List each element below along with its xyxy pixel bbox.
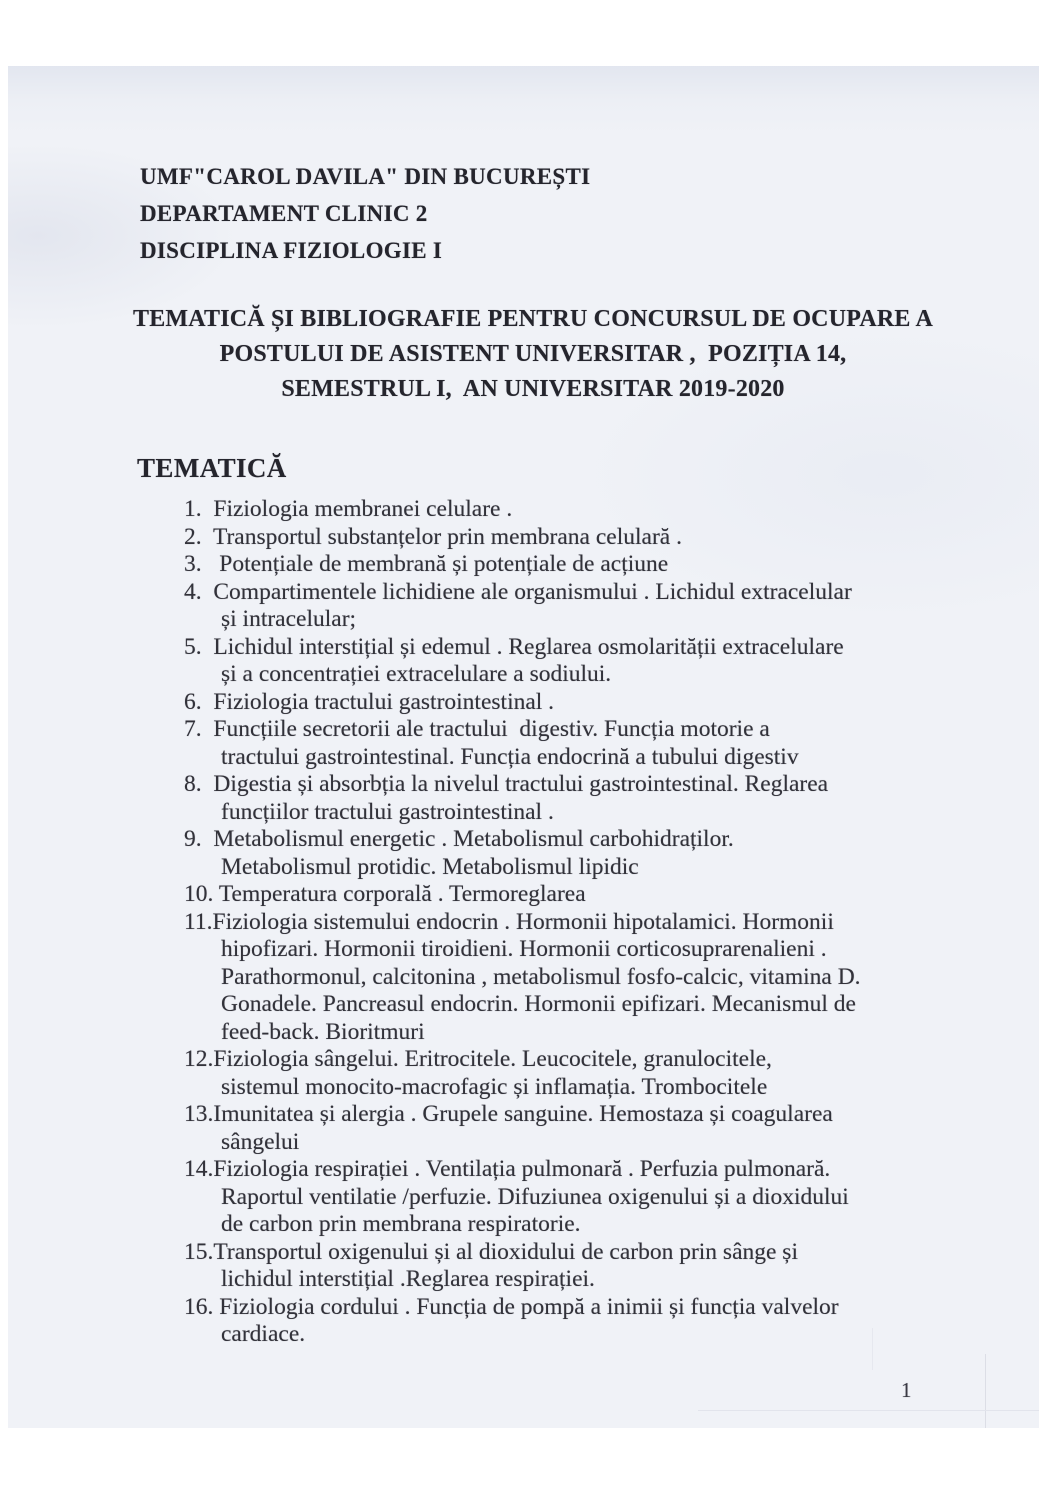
title-line-3: SEMESTRUL I, AN UNIVERSITAR 2019-2020 — [281, 376, 785, 402]
topic-item-5: 5. Lichidul interstițial și edemul . Reglarea osmolarității extracelulare și a concentrației extracelulare a sodiului. — [184, 633, 844, 687]
page-number: 1 — [901, 1378, 912, 1402]
document-header — [140, 158, 590, 269]
topic-item-8: 8. Digestia și absorbția la nivelul tractului gastrointestinal. Reglarea funcțiilor tractului gastrointestinal . — [184, 771, 829, 825]
title-line-2: POSTULUI DE ASISTENT UNIVERSITAR , POZIȚIA 14, — [219, 341, 847, 367]
topic-item-2: 2. Transportul substanțelor prin membrana celulară . — [184, 523, 682, 550]
topic-list — [184, 496, 944, 1349]
topic-item-7: 7. Funcțiile secretorii ale tractului digestiv. Funcția motorie a tractului gastrointestinal. Funcția endocrină a tubului digestiv — [184, 716, 799, 770]
topic-item-3: 3. Potențiale de membrană și potențiale de acțiune — [184, 551, 669, 577]
topic-item-1: 1. Fiziologia membranei celulare . — [184, 496, 513, 522]
topic-item-15: 15.Transportul oxigenului și al dioxidului de carbon prin sânge și lichidul interstițial .Reglarea respirației. — [184, 1238, 798, 1292]
topic-item-16: 16. Fiziologia cordului . Funcția de pompă a inimii și funcția valvelor cardiace. — [184, 1293, 839, 1347]
document-title — [128, 302, 938, 407]
scan-artifact-horizontal-line — [698, 1410, 1039, 1411]
topic-item-9: 9. Metabolismul energetic . Metabolismul carbohidraților. Metabolismul protidic. Metabolismul lipidic — [184, 826, 734, 880]
topic-item-4: 4. Compartimentele lichidiene ale organismului . Lichidul extracelular și intracelular; — [184, 578, 852, 632]
topic-item-12: 12.Fiziologia sângelui. Eritrocitele. Leucocitele, granulocitele, sistemul monocito-macrofagic și inflamația. Trombocitele — [184, 1046, 772, 1100]
scan-artifact-vertical-line — [985, 1354, 986, 1428]
topic-item-11: 11.Fiziologia sistemului endocrin . Hormonii hipotalamici. Hormonii hipofizari. Hormonii tiroidieni. Hormonii corticosuprarenalieni . Parathormonul, calcitonina , metabolismul fosfo-calcic, vitamina D. Gonadele. Pancreasul endocrin. Hormonii epifizari. Mecanismul de feed-back. Bioritmuri — [184, 908, 861, 1045]
section-heading-tematica: TEMATICĂ — [137, 453, 287, 483]
topic-item-13: 13.Imunitatea și alergia . Grupele sanguine. Hemostaza și coagularea sângelui — [184, 1101, 833, 1155]
header-line-department: DEPARTAMENT CLINIC 2 — [140, 201, 428, 226]
topic-item-10: 10. Temperatura corporală . Termoreglarea — [184, 881, 586, 907]
scanned-page — [8, 66, 1039, 1428]
title-line-1: TEMATICĂ ȘI BIBLIOGRAFIE PENTRU CONCURSUL DE OCUPARE A — [132, 306, 934, 332]
header-line-institution: UMF"CAROL DAVILA" DIN BUCUREȘTI — [140, 164, 591, 189]
header-line-discipline: DISCIPLINA FIZIOLOGIE I — [140, 238, 443, 263]
topic-item-6: 6. Fiziologia tractului gastrointestinal . — [184, 688, 555, 715]
scan-artifact-vertical-line-2 — [872, 1328, 873, 1370]
topic-item-14: 14.Fiziologia respirației . Ventilația pulmonară . Perfuzia pulmonară. Raportul ventilatie /perfuzie. Difuziunea oxigenului și a dioxidului de carbon prin membrana respiratorie. — [184, 1156, 849, 1237]
